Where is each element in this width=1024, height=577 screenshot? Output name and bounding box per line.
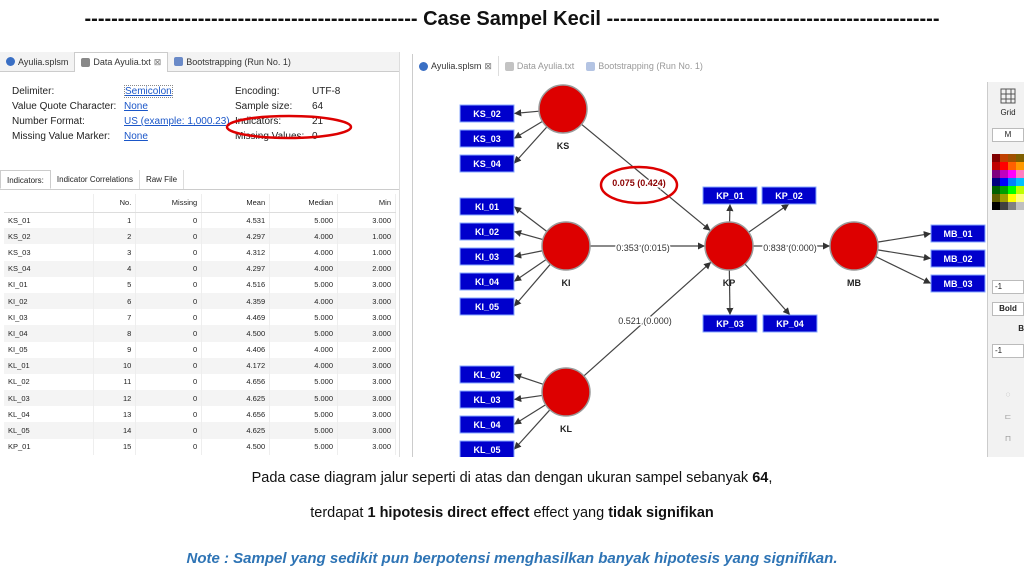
- loading-arrow-kl_02[interactable]: [514, 375, 543, 385]
- table-row[interactable]: [4, 309, 396, 325]
- tab-data-ayulia[interactable]: Data Ayulia.txt ⊠: [74, 52, 168, 72]
- table-cell: 5.000: [270, 422, 338, 438]
- table-cell: 12: [94, 390, 136, 406]
- table-cell: 15: [94, 439, 136, 455]
- table-cell: KI_01: [4, 277, 94, 293]
- table-cell: 3.000: [338, 390, 396, 406]
- loading-arrow-ki_02[interactable]: [514, 232, 543, 240]
- data-properties: [0, 72, 399, 166]
- m-button[interactable]: M: [992, 128, 1024, 142]
- close-icon[interactable]: ⊠: [153, 56, 162, 67]
- table-row[interactable]: [4, 261, 396, 277]
- indicator-label: KI_01: [474, 202, 500, 212]
- indicator-label: KP_01: [716, 191, 744, 201]
- loading-arrow-kl_03[interactable]: [514, 395, 542, 399]
- table-cell: 11: [94, 374, 136, 390]
- loading-arrow-mb_01[interactable]: [878, 234, 931, 243]
- table-cell: 4.000: [270, 244, 338, 260]
- slide-title: -------------------------------------------------- Case Sampel Kecil --------------------------------------------------: [84, 8, 940, 30]
- construct-label: MB: [847, 278, 861, 288]
- path-coefficient-kl-kp: 0.521 (0.000): [618, 316, 672, 326]
- table-cell: KL_01: [4, 358, 94, 374]
- data-file-panel: [0, 52, 400, 457]
- construct-mb[interactable]: [830, 222, 878, 270]
- construct-ki[interactable]: [542, 222, 590, 270]
- table-cell: 3.000: [338, 309, 396, 325]
- table-cell: 0: [136, 212, 202, 228]
- indicator-label: MB_02: [943, 254, 973, 264]
- table-cell: 4.625: [202, 422, 270, 438]
- construct-ks[interactable]: [539, 85, 587, 133]
- missing-values-label: Missing Values:: [235, 131, 305, 142]
- format-toolbar: [987, 82, 1024, 457]
- path-model-panel: [412, 54, 1024, 457]
- indicators-value: 21: [312, 116, 324, 127]
- table-cell: 5: [94, 277, 136, 293]
- indicator-label: KI_05: [474, 302, 500, 312]
- missing-marker-link[interactable]: None: [124, 131, 148, 142]
- report-icon: [174, 57, 183, 66]
- table-cell: 7: [94, 309, 136, 325]
- loading-arrow-ki_03[interactable]: [514, 251, 542, 257]
- loading-arrow-kp_03[interactable]: [729, 270, 730, 315]
- table-cell: KI_03: [4, 309, 94, 325]
- indicator-label: KP_04: [776, 319, 804, 329]
- table-cell: 0: [136, 228, 202, 244]
- table-cell: 0: [136, 374, 202, 390]
- table-cell: 3.000: [338, 406, 396, 422]
- subtab-indicators[interactable]: Indicators:: [0, 170, 51, 189]
- table-row[interactable]: [4, 374, 396, 390]
- table-cell: 5.000: [270, 309, 338, 325]
- subtab-indicator-correlations[interactable]: Indicator Correlations: [51, 170, 140, 189]
- table-cell: 0: [136, 406, 202, 422]
- project-icon: [6, 57, 15, 66]
- indicators-label: Indicators:: [235, 116, 282, 127]
- table-cell: 0: [136, 342, 202, 358]
- table-cell: KI_04: [4, 325, 94, 341]
- path-coefficient-ks-kp: 0.075 (0.424): [612, 178, 666, 188]
- missing-values-value: 0: [312, 131, 318, 142]
- path-coefficient-ki-kp: 0.353 (0.015): [616, 243, 670, 253]
- database-icon: [81, 58, 90, 67]
- loading-arrow-kp_02[interactable]: [749, 204, 789, 232]
- table-cell: KL_02: [4, 374, 94, 390]
- construct-label: KP: [722, 278, 736, 288]
- table-cell: 6: [94, 293, 136, 309]
- table-cell: 0: [136, 358, 202, 374]
- delimiter-label: Delimiter:: [12, 86, 55, 97]
- loading-arrow-kp_04[interactable]: [745, 264, 790, 315]
- table-cell: KS_04: [4, 261, 94, 277]
- table-cell: 4.500: [202, 325, 270, 341]
- construct-label: KI: [561, 278, 571, 288]
- table-cell: KI_02: [4, 293, 94, 309]
- tab-bootstrapping-model[interactable]: Bootstrapping (Run No. 1): [580, 56, 709, 76]
- bold-button[interactable]: Bold: [992, 302, 1024, 316]
- table-row[interactable]: [4, 293, 396, 309]
- table-cell: 13: [94, 406, 136, 422]
- indicator-label: KL_04: [473, 420, 501, 430]
- table-cell: 4.656: [202, 406, 270, 422]
- table-cell: 5.000: [270, 325, 338, 341]
- loading-arrow-mb_02[interactable]: [878, 250, 931, 259]
- table-cell: 3: [94, 244, 136, 260]
- quote-char-label: Value Quote Character:: [12, 101, 117, 112]
- table-cell: 1.000: [338, 244, 396, 260]
- table-row[interactable]: [4, 277, 396, 293]
- table-cell: 4.625: [202, 390, 270, 406]
- loading-arrow-ks_04[interactable]: [514, 127, 547, 164]
- construct-kp[interactable]: [705, 222, 753, 270]
- indicator-label: KL_03: [473, 395, 501, 405]
- table-cell: 1.000: [338, 228, 396, 244]
- table-cell: 0: [136, 309, 202, 325]
- table-cell: 5.000: [270, 374, 338, 390]
- indicator-label: KS_02: [473, 109, 501, 119]
- table-row[interactable]: [4, 422, 396, 438]
- table-cell: 3.000: [338, 293, 396, 309]
- table-cell: 4.000: [270, 342, 338, 358]
- table-cell: 5.000: [270, 439, 338, 455]
- table-cell: 4.469: [202, 309, 270, 325]
- missing-marker-label: Missing Value Marker:: [12, 131, 111, 142]
- loading-arrow-ks_02[interactable]: [514, 111, 539, 113]
- encoding-value: UTF-8: [312, 86, 341, 97]
- hypothesis-bold: 1 hipotesis direct effect: [367, 505, 530, 521]
- table-row[interactable]: [4, 325, 396, 341]
- indicator-label: KI_04: [474, 277, 500, 287]
- table-cell: 14: [94, 422, 136, 438]
- table-row[interactable]: [4, 439, 396, 455]
- table-cell: 0: [136, 422, 202, 438]
- delimiter-value-link[interactable]: Semicolon: [125, 86, 172, 97]
- table-cell: 3.000: [338, 439, 396, 455]
- construct-label: KS: [556, 141, 570, 151]
- column-header[interactable]: Mean: [202, 194, 270, 212]
- table-cell: 4.500: [202, 439, 270, 455]
- column-header[interactable]: No.: [94, 194, 136, 212]
- table-cell: 4.531: [202, 212, 270, 228]
- column-header[interactable]: Min: [338, 194, 396, 212]
- table-cell: KS_02: [4, 228, 94, 244]
- tab-ayulia-splsm[interactable]: Ayulia.splsm: [0, 52, 74, 72]
- note-text: Note : Sampel yang sedikit pun berpotensi menghasilkan banyak hipotesis yang signifikan.: [186, 550, 838, 567]
- indicator-label: KP_03: [716, 319, 744, 329]
- table-cell: 4.000: [270, 358, 338, 374]
- table-cell: 4.000: [270, 228, 338, 244]
- sample-size-bold: 64: [752, 470, 769, 486]
- number-format-label: Number Format:: [12, 116, 85, 127]
- table-cell: 3.000: [338, 212, 396, 228]
- table-cell: 5.000: [270, 212, 338, 228]
- table-cell: KP_01: [4, 439, 94, 455]
- grid-icon[interactable]: [992, 88, 1024, 106]
- table-row[interactable]: [4, 390, 396, 406]
- tab-ayulia-splsm-model[interactable]: Ayulia.splsm ⊠: [413, 56, 499, 76]
- table-cell: KS_03: [4, 244, 94, 260]
- table-cell: 4.000: [270, 293, 338, 309]
- table-cell: KS_01: [4, 212, 94, 228]
- table-cell: 5.000: [270, 390, 338, 406]
- sample-size-highlight-ellipse: [0, 72, 400, 166]
- indicator-label: KP_02: [775, 191, 803, 201]
- table-cell: 4.359: [202, 293, 270, 309]
- distribute-icon[interactable]: ⊓: [1004, 434, 1012, 443]
- quote-char-link[interactable]: None: [124, 101, 148, 112]
- sample-size-value: 64: [312, 101, 324, 112]
- table-cell: 4.297: [202, 228, 270, 244]
- align-icon[interactable]: ⊏: [1004, 412, 1012, 421]
- indicator-label: MB_01: [943, 229, 973, 239]
- table-cell: 0: [136, 277, 202, 293]
- table-cell: 0: [136, 244, 202, 260]
- indicator-label: KS_04: [473, 159, 501, 169]
- table-cell: KL_05: [4, 422, 94, 438]
- indicator-label: KI_02: [474, 227, 500, 237]
- path-diagram: [413, 54, 987, 457]
- table-cell: 4.656: [202, 374, 270, 390]
- loading-arrow-mb_03[interactable]: [876, 257, 931, 284]
- table-cell: 2.000: [338, 342, 396, 358]
- font-size-field[interactable]: -1: [992, 344, 1024, 358]
- table-cell: 3.000: [338, 325, 396, 341]
- table-cell: 3.000: [338, 374, 396, 390]
- subtab-raw-file[interactable]: Raw File: [140, 170, 184, 189]
- indicator-label: KS_03: [473, 134, 501, 144]
- number-format-link[interactable]: US (example: 1,000.23): [124, 116, 230, 127]
- column-header[interactable]: Median: [270, 194, 338, 212]
- table-cell: 0: [136, 261, 202, 277]
- table-cell: 3.000: [338, 358, 396, 374]
- path-coefficient-kp-mb: 0.838 (0.000): [763, 243, 817, 253]
- table-cell: KI_05: [4, 342, 94, 358]
- table-cell: 4.516: [202, 277, 270, 293]
- grid-label: Grid: [1000, 108, 1016, 117]
- encoding-label: Encoding:: [235, 86, 280, 97]
- table-cell: 3.000: [338, 422, 396, 438]
- table-cell: 4.312: [202, 244, 270, 260]
- table-cell: 9: [94, 342, 136, 358]
- table-row[interactable]: [4, 358, 396, 374]
- indicator-label: MB_03: [943, 279, 973, 289]
- indicator-label: KL_02: [473, 370, 501, 380]
- indicator-subtabs: [0, 170, 400, 190]
- table-cell: KL_03: [4, 390, 94, 406]
- column-header[interactable]: [4, 194, 94, 212]
- table-cell: 2.000: [338, 261, 396, 277]
- loading-arrow-ki_04[interactable]: [514, 260, 546, 282]
- table-row[interactable]: [4, 342, 396, 358]
- table-cell: 2: [94, 228, 136, 244]
- tab-bootstrapping[interactable]: Bootstrapping (Run No. 1): [168, 52, 297, 72]
- paint-icon[interactable]: ◌: [1005, 390, 1011, 399]
- table-row[interactable]: [4, 406, 396, 422]
- conclusion-line-1: Pada case diagram jalur seperti di atas dan dengan ukuran sampel sebanyak 64,: [251, 470, 773, 486]
- table-cell: 4.000: [270, 261, 338, 277]
- construct-kl[interactable]: [542, 368, 590, 416]
- color-palette[interactable]: [992, 154, 1024, 210]
- bold-b-label: B: [1018, 324, 1024, 333]
- table-cell: 1: [94, 212, 136, 228]
- table-cell: 4.172: [202, 358, 270, 374]
- table-cell: 10: [94, 358, 136, 374]
- table-cell: 0: [136, 293, 202, 309]
- construct-label: KL: [560, 424, 572, 434]
- line-width-field[interactable]: -1: [992, 280, 1024, 294]
- table-cell: 4: [94, 261, 136, 277]
- loading-arrow-kl_04[interactable]: [514, 405, 546, 425]
- sample-size-label: Sample size:: [235, 101, 293, 112]
- loading-arrow-kl_05[interactable]: [514, 410, 550, 450]
- table-cell: 4.297: [202, 261, 270, 277]
- table-cell: 0: [136, 390, 202, 406]
- column-header[interactable]: Missing: [136, 194, 202, 212]
- table-cell: 8: [94, 325, 136, 341]
- table-cell: 5.000: [270, 406, 338, 422]
- close-icon[interactable]: ⊠: [484, 60, 492, 71]
- conclusion-line-2: terdapat 1 hipotesis direct effect effect yang tidak signifikan: [310, 505, 714, 521]
- table-cell: 5.000: [270, 277, 338, 293]
- indicator-label: KI_03: [474, 252, 500, 262]
- loading-arrow-ki_01[interactable]: [514, 207, 547, 232]
- loading-arrow-ki_05[interactable]: [514, 264, 550, 306]
- table-cell: 3.000: [338, 277, 396, 293]
- tab-data-ayulia-model[interactable]: Data Ayulia.txt: [499, 56, 580, 76]
- indicator-label: KL_05: [473, 445, 501, 455]
- indicators-table: [4, 194, 396, 455]
- table-row[interactable]: [4, 212, 396, 228]
- left-tab-bar: [0, 52, 399, 72]
- table-cell: 4.406: [202, 342, 270, 358]
- not-significant-bold: tidak signifikan: [608, 505, 714, 521]
- table-cell: KL_04: [4, 406, 94, 422]
- table-cell: 0: [136, 325, 202, 341]
- table-cell: 0: [136, 439, 202, 455]
- table-row[interactable]: [4, 244, 396, 260]
- table-row[interactable]: [4, 228, 396, 244]
